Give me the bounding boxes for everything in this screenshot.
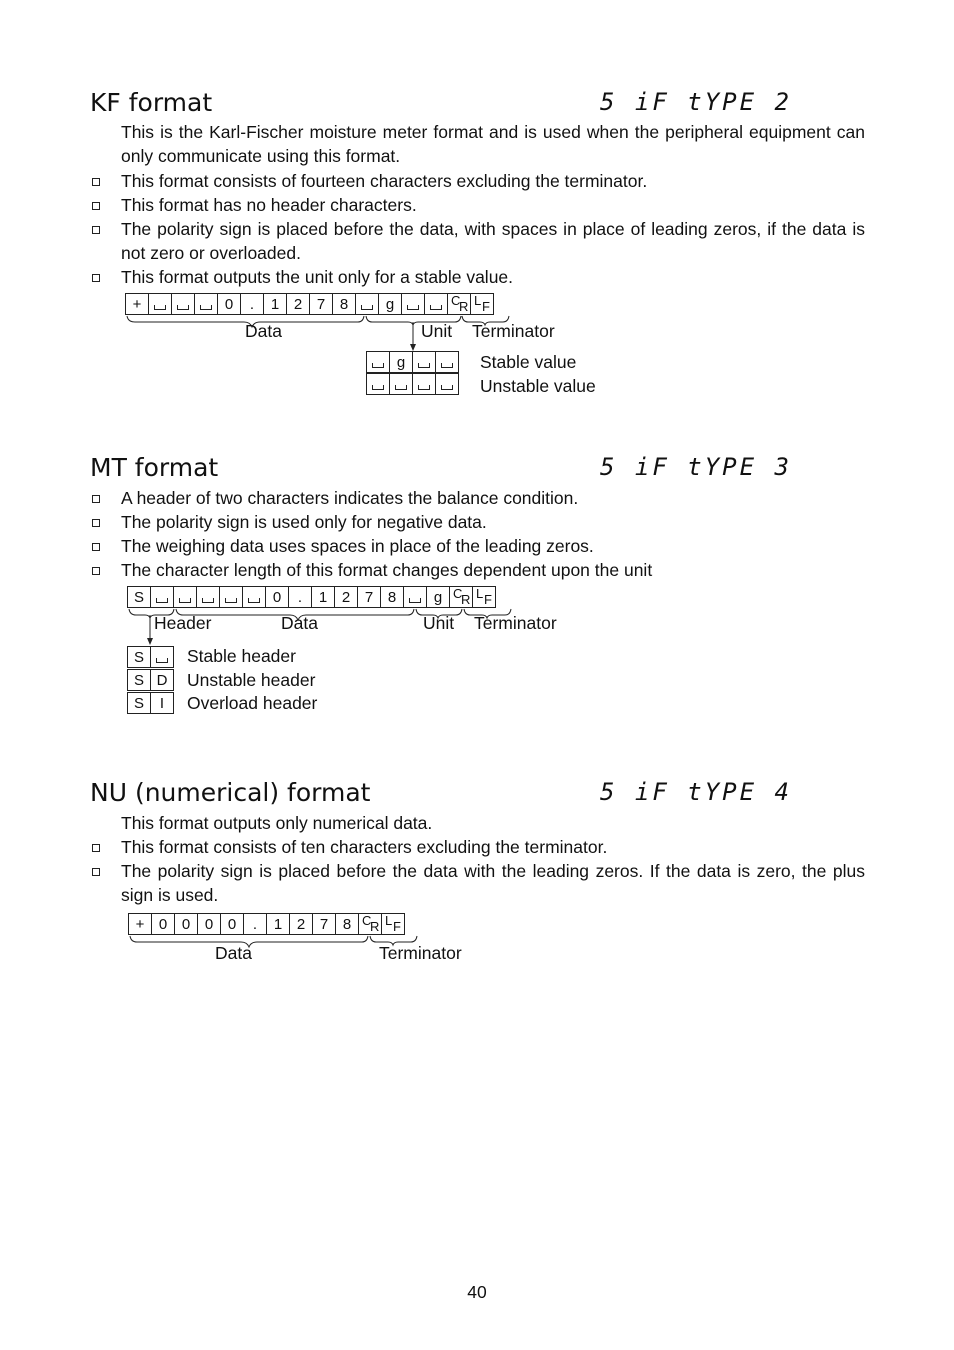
char-cell: g bbox=[378, 293, 402, 315]
char-cell: 7 bbox=[312, 913, 336, 935]
char-cell: 0 bbox=[220, 913, 244, 935]
char-cell: D bbox=[150, 669, 174, 691]
mt-unit-label: Unit bbox=[423, 613, 455, 633]
kf-bullet-3: The polarity sign is placed before the data, with spaces in place of leading zeros, if the data is not zero or overloaded. bbox=[121, 219, 865, 263]
char-cell: 8 bbox=[380, 586, 404, 608]
char-cell: S bbox=[127, 692, 151, 714]
kf-bullet-1: This format consists of fourteen characters excluding the terminator. bbox=[121, 171, 648, 191]
mt-stable-header-label: Stable header bbox=[187, 646, 296, 666]
char-cell: 2 bbox=[286, 293, 310, 315]
mt-display-indicator: 5 iF tYPE 3 bbox=[600, 453, 792, 481]
char-cell: 7 bbox=[357, 586, 381, 608]
cr-char-cell: C R bbox=[449, 586, 473, 608]
kf-stable-value-label: Stable value bbox=[480, 352, 577, 372]
char-cell: g bbox=[389, 351, 413, 373]
lf-char-cell: L F bbox=[472, 586, 496, 608]
kf-data-label: Data bbox=[245, 321, 282, 341]
nu-bullet-2: The polarity sign is placed before the data with the leading zeros. If the data is zero, the plus sign is used. bbox=[121, 861, 865, 905]
char-cell: 1 bbox=[266, 913, 290, 935]
char-cell: I bbox=[150, 692, 174, 714]
char-cell: . bbox=[240, 293, 264, 315]
char-cell: 0 bbox=[265, 586, 289, 608]
mt-data-label: Data bbox=[281, 613, 318, 633]
mt-format-heading: MT format bbox=[90, 453, 219, 482]
kf-unstable-value-label: Unstable value bbox=[480, 376, 596, 396]
char-cell: 1 bbox=[311, 586, 335, 608]
char-cell: 0 bbox=[151, 913, 175, 935]
lf-char-cell: L F bbox=[381, 913, 405, 935]
cr-char-cell: C R bbox=[447, 293, 471, 315]
page-number: 40 bbox=[467, 1282, 487, 1302]
char-cell: . bbox=[243, 913, 267, 935]
lf-char-cell: L F bbox=[470, 293, 494, 315]
char-cell: 7 bbox=[309, 293, 333, 315]
char-cell: + bbox=[125, 293, 149, 315]
mt-bullet-3: The weighing data uses spaces in place of the leading zeros. bbox=[121, 536, 594, 556]
mt-bullet-4: The character length of this format changes dependent upon the unit bbox=[121, 560, 653, 580]
char-cell: 8 bbox=[335, 913, 359, 935]
kf-display-indicator: 5 iF tYPE 2 bbox=[600, 88, 792, 116]
char-cell: 0 bbox=[174, 913, 198, 935]
kf-intro: This is the Karl-Fischer moisture meter format and is used when the peripheral equipment can only communicate using this format. bbox=[121, 122, 865, 166]
kf-format-heading: KF format bbox=[90, 88, 213, 117]
nu-bullet-1: This format consists of ten characters excluding the terminator. bbox=[121, 837, 608, 857]
mt-bullet-2: The polarity sign is used only for negative data. bbox=[121, 512, 487, 532]
nu-data-label: Data bbox=[215, 943, 252, 963]
nu-display-indicator: 5 iF tYPE 4 bbox=[600, 778, 792, 806]
char-cell: 0 bbox=[197, 913, 221, 935]
char-cell: S bbox=[127, 646, 151, 668]
mt-header-label: Header bbox=[154, 613, 212, 633]
char-cell: . bbox=[288, 586, 312, 608]
char-cell: 1 bbox=[263, 293, 287, 315]
cr-char-cell: C R bbox=[358, 913, 382, 935]
char-cell: S bbox=[127, 669, 151, 691]
char-cell: S bbox=[127, 586, 151, 608]
nu-format-heading: NU (numerical) format bbox=[90, 778, 371, 807]
char-cell: g bbox=[426, 586, 450, 608]
char-cell: 2 bbox=[289, 913, 313, 935]
nu-intro: This format outputs only numerical data. bbox=[121, 813, 433, 833]
mt-overload-header-label: Overload header bbox=[187, 693, 318, 713]
kf-bullet-4: This format outputs the unit only for a stable value. bbox=[121, 267, 514, 287]
kf-bullet-2: This format has no header characters. bbox=[121, 195, 417, 215]
mt-terminator-label: Terminator bbox=[474, 613, 557, 633]
kf-unit-label: Unit bbox=[421, 321, 453, 341]
nu-terminator-label: Terminator bbox=[379, 943, 462, 963]
char-cell: + bbox=[128, 913, 152, 935]
kf-terminator-label: Terminator bbox=[472, 321, 555, 341]
char-cell: 2 bbox=[334, 586, 358, 608]
char-cell: 8 bbox=[332, 293, 356, 315]
mt-unstable-header-label: Unstable header bbox=[187, 670, 316, 690]
char-cell: 0 bbox=[217, 293, 241, 315]
mt-bullet-1: A header of two characters indicates the balance condition. bbox=[121, 488, 579, 508]
